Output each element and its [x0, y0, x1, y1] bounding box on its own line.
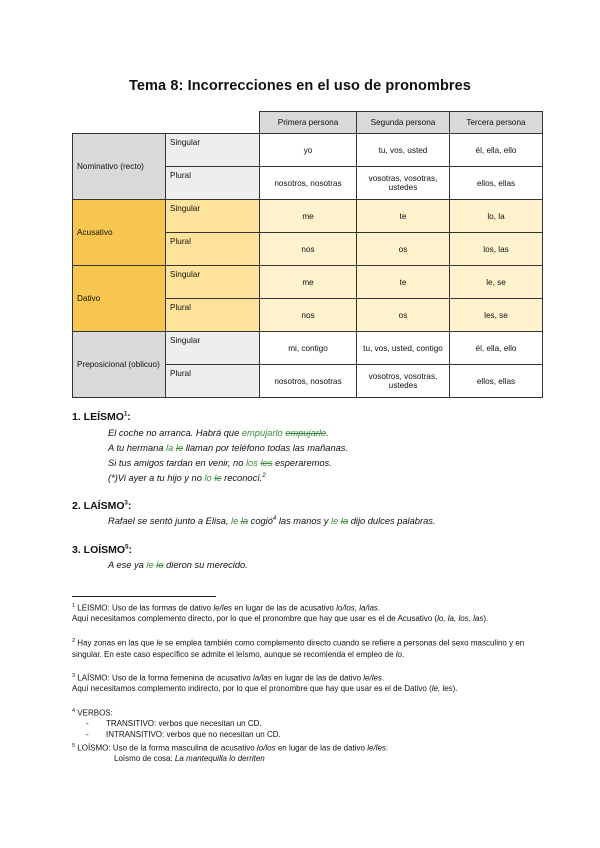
header-third-person: Tercera persona: [450, 112, 543, 134]
footnote-1: $^1$ LEISMO: Uso de las formas de dativo le/les en lugar de las de acusativo lo/los, la/las.: [72, 603, 381, 613]
table-cell: él, ella, ello: [450, 332, 543, 365]
pronoun-table: [72, 111, 543, 398]
footnote-2: $^2$ Hay zonas en las que le se emplea también como complemento directo cuando se refiere a personas del sexo masculino y en singular. En este caso específico se admite el leísmo, aunque se recomienda el empleo de lo.: [72, 638, 525, 659]
number-label: Singular: [166, 200, 260, 233]
footnote-4-item: - TRANSITIVO: verbos que necesitan un CD.: [86, 719, 262, 728]
table-cell: me: [260, 266, 357, 299]
table-cell: mi, contigo: [260, 332, 357, 365]
table-header-row: [73, 112, 543, 134]
example-line: Rafael se sentó junto a Elisa, le la cogió$^4$ las manos y le la dijo dulces palabras.: [108, 516, 436, 527]
table-cell: te: [357, 266, 450, 299]
table-cell: tu, vos, usted: [357, 134, 450, 167]
number-label: Plural: [166, 233, 260, 266]
table-cell: nosotros, nosotras: [260, 167, 357, 200]
example-line: El coche no arranca. Habrá que empujarlo empujarle.: [108, 428, 329, 438]
header-second-person: Segunda persona: [357, 112, 450, 134]
case-acusativo: Acusativo: [73, 200, 166, 266]
table-cell: os: [357, 233, 450, 266]
table-cell: los, las: [450, 233, 543, 266]
footnote-3: $^3$ LAÍSMO: Uso de la forma femenina de acusativo la/las en lugar de las de dativo le/les.: [72, 673, 385, 683]
section-title-loismo: 3. LOÍSMO$^5$:: [72, 544, 132, 556]
case-preposicional: Preposicional (oblicuo): [73, 332, 166, 398]
case-dativo: Dativo: [73, 266, 166, 332]
table-cell: lo, la: [450, 200, 543, 233]
number-label: Singular: [166, 134, 260, 167]
table-cell: ellos, ellas: [450, 167, 543, 200]
example-line: A tu hermana la le llaman por teléfono todas las mañanas.: [108, 443, 349, 453]
number-label: Singular: [166, 332, 260, 365]
header-first-person: Primera persona: [260, 112, 357, 134]
section-title-leismo: 1. LEÍSMO$^1$:: [72, 411, 131, 423]
table-cell: tu, vos, usted, contigo: [357, 332, 450, 365]
table-cell: les, se: [450, 299, 543, 332]
footnote-5: $^5$ LOÍSMO: Uso de la forma masculina de acusativo lo/los en lugar de las de dativo le/les.: [72, 743, 389, 753]
number-label: Plural: [166, 365, 260, 398]
table-cell: le, se: [450, 266, 543, 299]
table-cell: vosotros, vosotras, ustedes: [357, 365, 450, 398]
table-cell: él, ella, ello: [450, 134, 543, 167]
footnote-4-item: - INTRANSITIVO: verbos que no necesitan un CD.: [86, 730, 281, 739]
section-title-laismo: 2. LAÍSMO$^3$:: [72, 500, 132, 512]
table-cell: nos: [260, 299, 357, 332]
footnote-5-note: Loísmo de cosa: La mantequilla lo derriten: [114, 754, 265, 763]
table-cell: ellos, ellas: [450, 365, 543, 398]
table-row: [73, 332, 543, 365]
table-cell: nos: [260, 233, 357, 266]
table-cell: nosotros, nosotras: [260, 365, 357, 398]
example-line: A ese ya le lo dieron su merecido.: [108, 560, 248, 570]
footnote-4: $^4$ VERBOS:: [72, 708, 113, 718]
table-cell: te: [357, 200, 450, 233]
table-row: [73, 266, 543, 299]
footnote-1-note: Aquí necesitamos complemento directo, por lo que el pronombre que hay que usar es el de Acusativo (lo, la, los, las).: [72, 614, 489, 623]
example-line: (*)Vi ayer a tu hijo y no lo le reconocí.$^2$: [108, 473, 266, 484]
table-cell: vosotras, vosotras, ustedes: [357, 167, 450, 200]
example-line: Si tus amigos tardan en venir, no los les esperaremos.: [108, 458, 332, 468]
table-cell: me: [260, 200, 357, 233]
number-label: Singular: [166, 266, 260, 299]
number-label: Plural: [166, 299, 260, 332]
table-cell: os: [357, 299, 450, 332]
number-label: Plural: [166, 167, 260, 200]
footnote-divider: [72, 596, 216, 597]
case-nominativo: Nominativo (recto): [73, 134, 166, 200]
footnote-3-note: Aquí necesitamos complemento indirecto, por lo que el pronombre que hay que usar es el de Dativo (le, les).: [72, 684, 458, 693]
page-title: Tema 8: Incorrecciones en el uso de pronombres: [129, 78, 471, 94]
table-cell: yo: [260, 134, 357, 167]
table-row: [73, 200, 543, 233]
table-row: [73, 134, 543, 167]
